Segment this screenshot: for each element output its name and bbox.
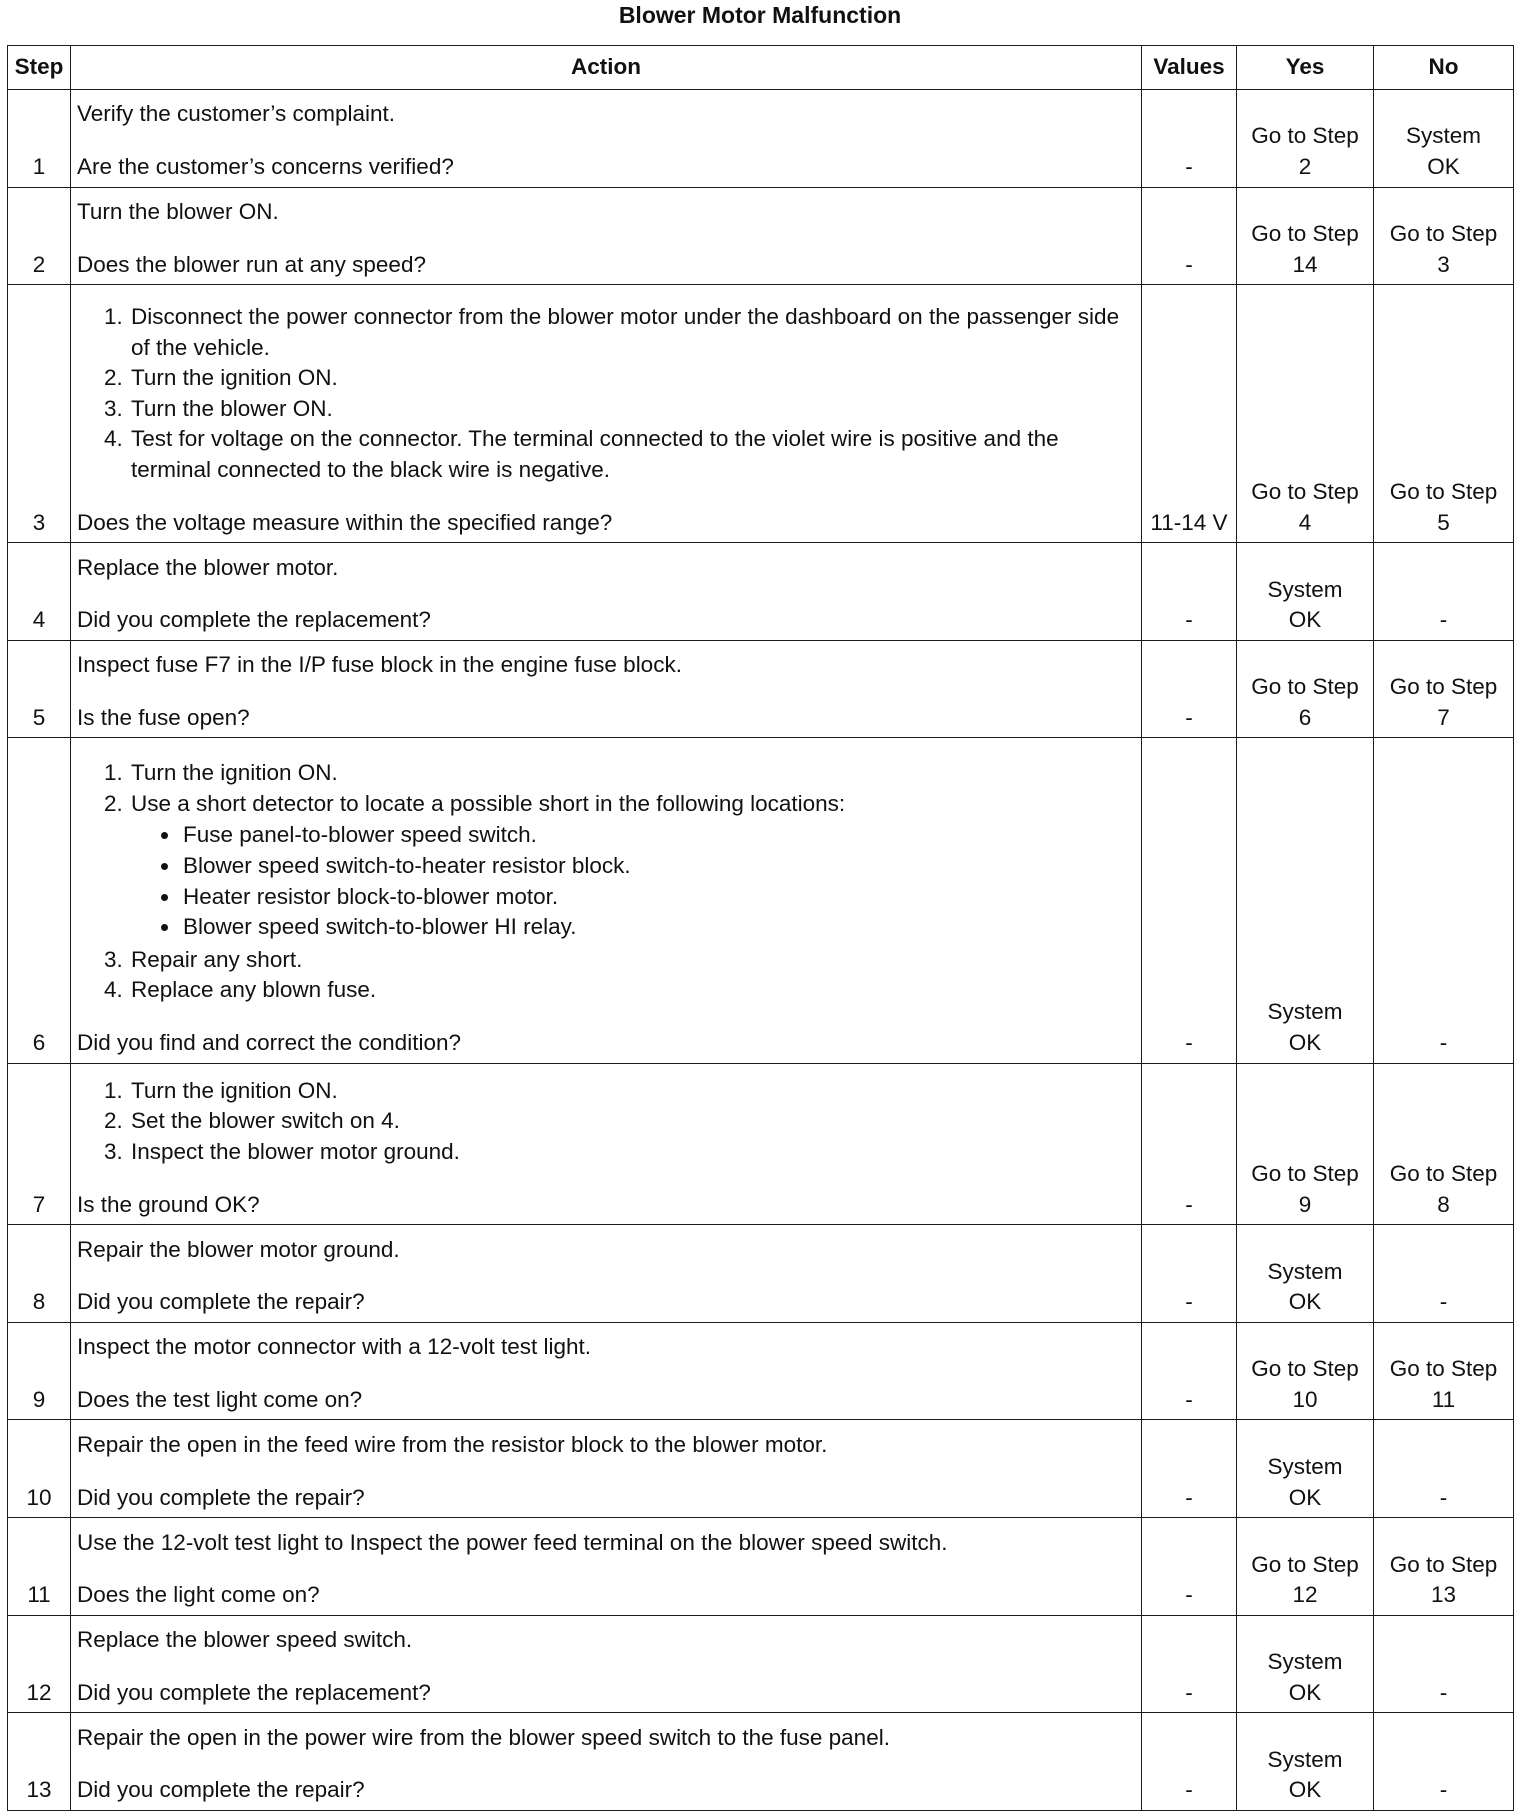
action-question: Is the fuse open? [77,704,250,730]
action-step [129,789,1135,943]
action-text: Repair the blower motor ground. [77,1236,400,1262]
values-cell: - [1142,187,1237,285]
action-step-text: Use a short detector to locate a possible short in the following locations: [131,790,846,816]
no-result-line: 7 [1437,704,1450,730]
yes-result-line: Go to Step [1251,1551,1359,1577]
action-text: Verify the customer’s complaint. [77,101,396,127]
action-cell [71,285,1142,543]
yes-cell [1237,1063,1374,1225]
yes-result-line: 10 [1292,1386,1318,1412]
step-number: 1 [8,90,71,188]
action-step-text: Inspect the blower motor ground. [131,1139,460,1165]
action-step-text: Repair any short. [131,946,303,972]
action-question: Did you complete the repair? [77,1484,365,1510]
step-number: 12 [8,1615,71,1713]
action-question: Did you complete the replacement? [77,607,431,633]
action-question: Does the test light come on? [77,1386,363,1412]
no-result-line: 11 [1431,1386,1456,1412]
table-row [8,1615,1514,1713]
action-cell [71,1225,1142,1323]
yes-result-line: System [1267,576,1343,602]
step-number: 8 [8,1225,71,1323]
yes-cell [1237,90,1374,188]
action-text: Inspect fuse F7 in the I/P fuse block in the engine fuse block. [77,652,682,678]
action-question: Did you find and correct the condition? [77,1029,461,1055]
header-yes: Yes [1237,46,1374,90]
yes-result-line: Go to Step [1251,221,1359,247]
action-text: Replace the blower speed switch. [77,1627,413,1653]
action-steps-list [77,302,1135,486]
no-cell [1374,1713,1514,1811]
no-cell [1374,1615,1514,1713]
values-cell: - [1142,1225,1237,1323]
values-cell: - [1142,1615,1237,1713]
step-number: 6 [8,738,71,1063]
action-steps-list [77,1076,1135,1168]
action-cell [71,90,1142,188]
action-cell [71,738,1142,1063]
action-question: Does the blower run at any speed? [77,251,426,277]
action-question: Did you complete the repair? [77,1289,365,1315]
action-step [129,1137,1135,1168]
values-cell: - [1142,543,1237,641]
yes-cell [1237,738,1374,1063]
no-cell [1374,640,1514,738]
values-cell: - [1142,1713,1237,1811]
step-number: 5 [8,640,71,738]
action-step [129,945,1135,976]
no-result-line: 5 [1437,509,1450,535]
no-cell [1374,1322,1514,1420]
action-step-text: Disconnect the power connector from the blower motor under the dashboard on the passenger side of the vehicle. [131,303,1120,360]
action-step [129,758,1135,789]
action-cell [71,1518,1142,1616]
yes-result-line: System [1267,1453,1343,1479]
action-step-text: Turn the ignition ON. [131,1077,338,1103]
action-step-text: Turn the ignition ON. [131,365,338,391]
no-result-line: Go to Step [1389,674,1498,700]
action-step-text: Test for voltage on the connector. The terminal connected to the violet wire is positive and the terminal connected to the black wire is negative. [131,426,1059,482]
action-text: Turn the blower ON. [77,199,279,225]
yes-result-line: 6 [1298,704,1312,730]
table-row [8,1713,1514,1811]
values-cell: 11-14 V [1142,285,1237,543]
yes-result-line: 4 [1298,509,1312,535]
action-cell [71,1420,1142,1518]
table-header-row [8,46,1514,90]
no-result-line: - [1439,1484,1448,1510]
action-cell [71,187,1142,285]
table-row [8,1518,1514,1616]
action-cell [71,1713,1142,1811]
action-text: Inspect the motor connector with a 12-volt test light. [77,1334,592,1360]
values-cell: - [1142,1063,1237,1225]
step-number: 7 [8,1063,71,1225]
step-number: 3 [8,285,71,543]
action-step-text: Replace any blown fuse. [131,977,377,1003]
yes-cell [1237,1615,1374,1713]
values-cell: - [1142,1322,1237,1420]
action-step-text: Turn the ignition ON. [131,760,338,786]
no-cell [1374,1420,1514,1518]
no-result-line: Go to Step [1389,221,1498,247]
no-result-line: - [1439,1777,1448,1803]
no-result-line: - [1439,1679,1448,1705]
yes-result-line: System [1267,1258,1343,1284]
no-result-line: Go to Step [1389,1161,1498,1187]
yes-cell [1237,1518,1374,1616]
action-cell [71,1615,1142,1713]
yes-result-line: System [1267,1746,1343,1772]
table-row [8,738,1514,1063]
no-result-line: 8 [1437,1191,1450,1217]
location-bullet: • Heater resistor block-to-blower motor. [181,882,1135,913]
yes-cell [1237,1225,1374,1323]
yes-result-line: Go to Step [1251,1161,1359,1187]
yes-cell [1237,640,1374,738]
action-cell [71,1322,1142,1420]
yes-cell [1237,285,1374,543]
no-result-line: - [1439,1289,1448,1315]
no-result-line: - [1439,607,1448,633]
yes-result-line: OK [1288,1289,1322,1315]
yes-result-line: Go to Step [1251,123,1359,149]
no-result-line: Go to Step [1389,1356,1498,1382]
table-body [8,90,1514,1811]
no-cell [1374,1063,1514,1225]
values-cell: - [1142,1518,1237,1616]
action-question: Does the light come on? [77,1582,320,1608]
yes-result-line: 12 [1292,1582,1318,1608]
yes-cell [1237,1713,1374,1811]
yes-result-line: OK [1288,1029,1322,1055]
no-cell [1374,738,1514,1063]
action-text: Replace the blower motor. [77,554,339,580]
action-question: Is the ground OK? [77,1191,260,1217]
no-result-line: OK [1427,154,1460,180]
step-number: 13 [8,1713,71,1811]
action-question: Does the voltage measure within the specified range? [77,509,613,535]
action-step [129,1076,1135,1107]
table-row [8,1063,1514,1225]
table-row [8,543,1514,641]
yes-cell [1237,187,1374,285]
no-cell [1374,1225,1514,1323]
action-step-text: Turn the blower ON. [131,395,333,421]
header-action: Action [71,46,1142,90]
action-step [129,424,1135,485]
action-cell [71,1063,1142,1225]
location-bullet-list [131,820,1135,942]
action-cell [71,640,1142,738]
step-number: 11 [8,1518,71,1616]
step-number: 2 [8,187,71,285]
action-step-text: Set the blower switch on 4. [131,1108,400,1134]
action-steps-list [77,758,1135,1006]
location-bullet: • Blower speed switch-to-heater resistor block. [181,851,1135,882]
location-bullet: • Fuse panel-to-blower speed switch. [181,820,1135,851]
action-step [129,1106,1135,1137]
diagnostic-table [7,45,1514,1811]
header-values: Values [1142,46,1237,90]
no-result-line: - [1439,1029,1448,1055]
action-step [129,302,1135,363]
yes-cell [1237,1322,1374,1420]
action-step [129,975,1135,1006]
no-cell [1374,187,1514,285]
yes-result-line: 14 [1292,251,1318,277]
step-number: 9 [8,1322,71,1420]
no-cell [1374,285,1514,543]
yes-result-line: Go to Step [1251,478,1359,504]
yes-result-line: OK [1288,1777,1322,1803]
action-step [129,394,1135,425]
action-question: Did you complete the replacement? [77,1679,431,1705]
step-number: 10 [8,1420,71,1518]
yes-result-line: System [1267,1649,1343,1675]
no-result-line: Go to Step [1389,1551,1498,1577]
no-cell [1374,1518,1514,1616]
yes-result-line: System [1267,999,1343,1025]
action-cell [71,543,1142,641]
action-question: Did you complete the repair? [77,1777,365,1803]
location-bullet: • Blower speed switch-to-blower HI relay. [181,912,1135,943]
action-step [129,363,1135,394]
values-cell: - [1142,640,1237,738]
no-result-line: 13 [1430,1582,1457,1608]
yes-cell [1237,1420,1374,1518]
yes-result-line: OK [1288,1679,1322,1705]
action-text: Use the 12-volt test light to Inspect the power feed terminal on the blower speed switch. [77,1529,948,1555]
no-result-line: System [1405,123,1481,149]
action-text: Repair the open in the feed wire from the resistor block to the blower motor. [77,1431,828,1457]
step-number: 4 [8,543,71,641]
values-cell: - [1142,90,1237,188]
values-cell: - [1142,738,1237,1063]
table-row [8,640,1514,738]
table-row [8,90,1514,188]
yes-result-line: 9 [1298,1191,1312,1217]
table-row [8,187,1514,285]
table-row [8,1322,1514,1420]
action-question: Are the customer’s concerns verified? [77,154,454,180]
table-row [8,1225,1514,1323]
table-row [8,1420,1514,1518]
no-cell [1374,90,1514,188]
yes-result-line: OK [1288,1484,1322,1510]
yes-result-line: OK [1288,607,1322,633]
table-row [8,285,1514,543]
yes-result-line: 2 [1298,154,1312,180]
yes-result-line: Go to Step [1251,674,1359,700]
action-text: Repair the open in the power wire from the blower speed switch to the fuse panel. [77,1724,890,1750]
page-title: Blower Motor Malfunction [618,2,902,28]
values-cell: - [1142,1420,1237,1518]
no-cell [1374,543,1514,641]
header-step: Step [8,46,71,90]
header-no: No [1374,46,1514,90]
no-result-line: 3 [1437,251,1450,277]
yes-cell [1237,543,1374,641]
yes-result-line: Go to Step [1251,1356,1359,1382]
no-result-line: Go to Step [1389,478,1498,504]
